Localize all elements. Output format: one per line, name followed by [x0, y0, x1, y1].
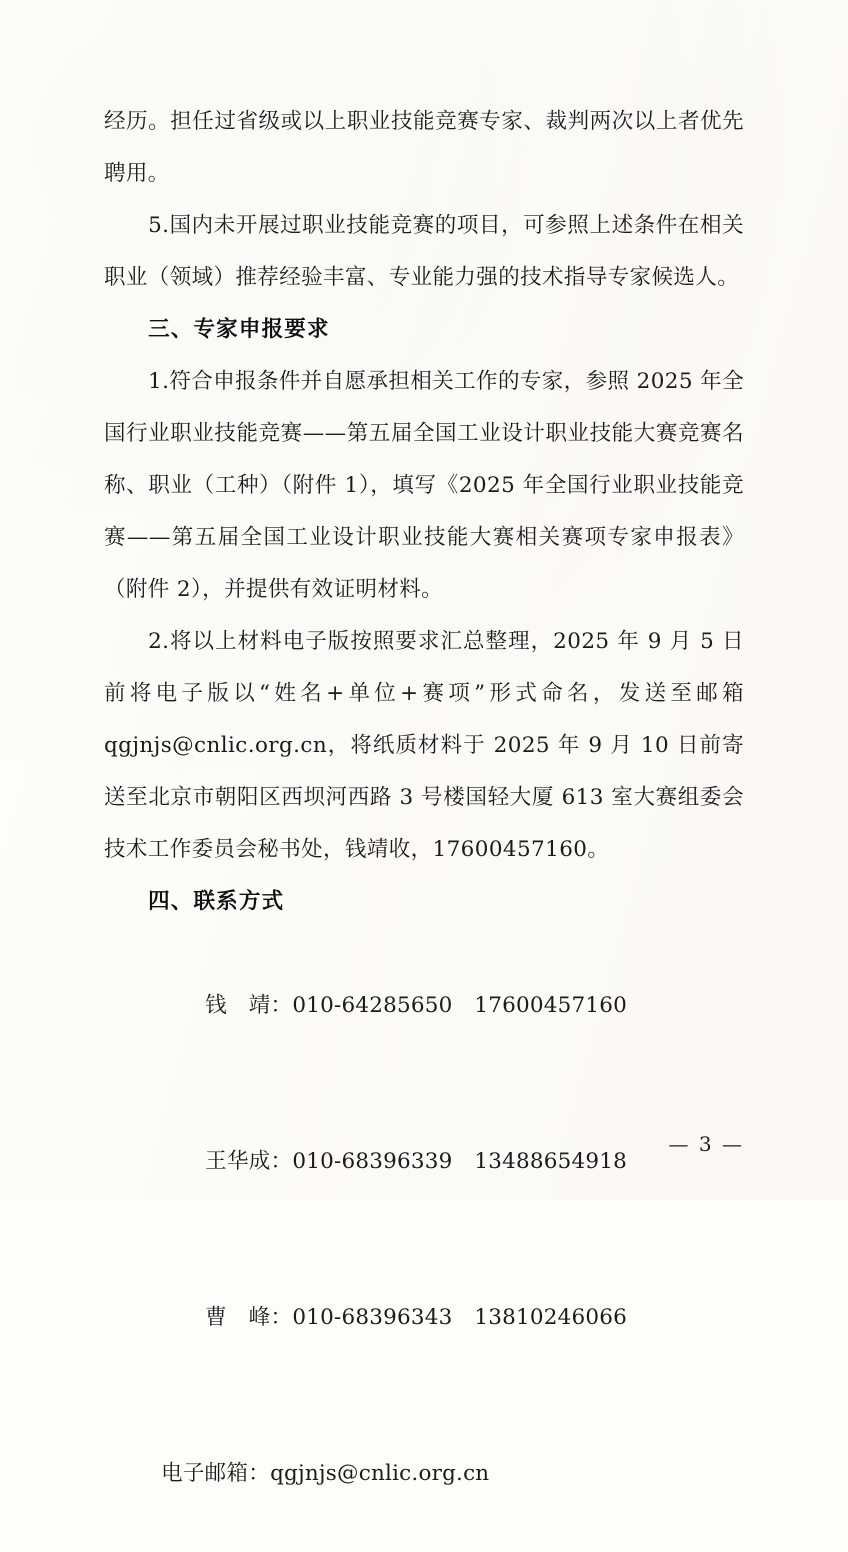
contact-list: [104, 928, 744, 1552]
contact-phone-office: 010-68396343: [292, 1305, 453, 1330]
heading-section-three: 三、专家申报要求: [148, 317, 330, 342]
contact-gap: [453, 993, 475, 1018]
contact-separator: ：: [270, 993, 293, 1018]
contact-name: 钱 靖: [205, 993, 271, 1018]
document-body: [104, 96, 744, 1552]
contact-row: [104, 1084, 744, 1240]
contact-phone-mobile: 13810246066: [474, 1305, 627, 1330]
contact-name: 王华成: [205, 1149, 271, 1174]
page-number-footer: — 3 —: [668, 1132, 744, 1156]
contact-phone-office: 010-68396339: [292, 1149, 453, 1174]
contact-separator: ：: [270, 1305, 293, 1330]
paragraph-item-5: 5.国内未开展过职业技能竞赛的项目，可参照上述条件在相关职业（领域）推荐经验丰富、专业能力强的技术指导专家候选人。: [104, 213, 744, 290]
contact-gap: [453, 1305, 475, 1330]
contact-phone-office: 010-64285650: [292, 993, 453, 1018]
paragraph-continued: 经历。担任过省级或以上职业技能竞赛专家、裁判两次以上者优先聘用。: [104, 109, 744, 186]
contact-phone-mobile: 17600457160: [474, 993, 627, 1018]
contact-name: 曹 峰: [205, 1305, 271, 1330]
contact-phone-mobile: 13488654918: [474, 1149, 627, 1174]
contact-separator: ：: [270, 1149, 293, 1174]
contact-email-label: 电子邮箱：: [161, 1461, 271, 1486]
contact-email-value: qgjnjs@cnlic.org.cn: [270, 1461, 490, 1486]
paragraph-section-three-item-1: 1.符合申报条件并自愿承担相关工作的专家，参照 2025 年全国行业职业技能竞赛——第五届全国工业设计职业技能大赛竞赛名称、职业（工种）（附件 1），填写《2025 年全国行业职业技能竞赛——第五届全国工业设计职业技能大赛相关赛项专家申报表》（附件 2），并提供有效证明材料。: [104, 369, 744, 602]
contact-row: [104, 928, 744, 1084]
contact-email-row: [104, 1396, 744, 1552]
paragraph-section-three-item-2: 2.将以上材料电子版按照要求汇总整理，2025 年 9 月 5 日前将电子版以“姓名+单位+赛项”形式命名，发送至邮箱 qgjnjs@cnlic.org.cn，将纸质材料于 2025 年 9 月 10 日前寄送至北京市朝阳区西坝河西路 3 号楼国轻大厦 613 室大赛组委会技术工作委员会秘书处，钱靖收，17600457160。: [104, 629, 744, 862]
heading-section-four: 四、联系方式: [148, 889, 285, 914]
contact-row: [104, 1240, 744, 1396]
